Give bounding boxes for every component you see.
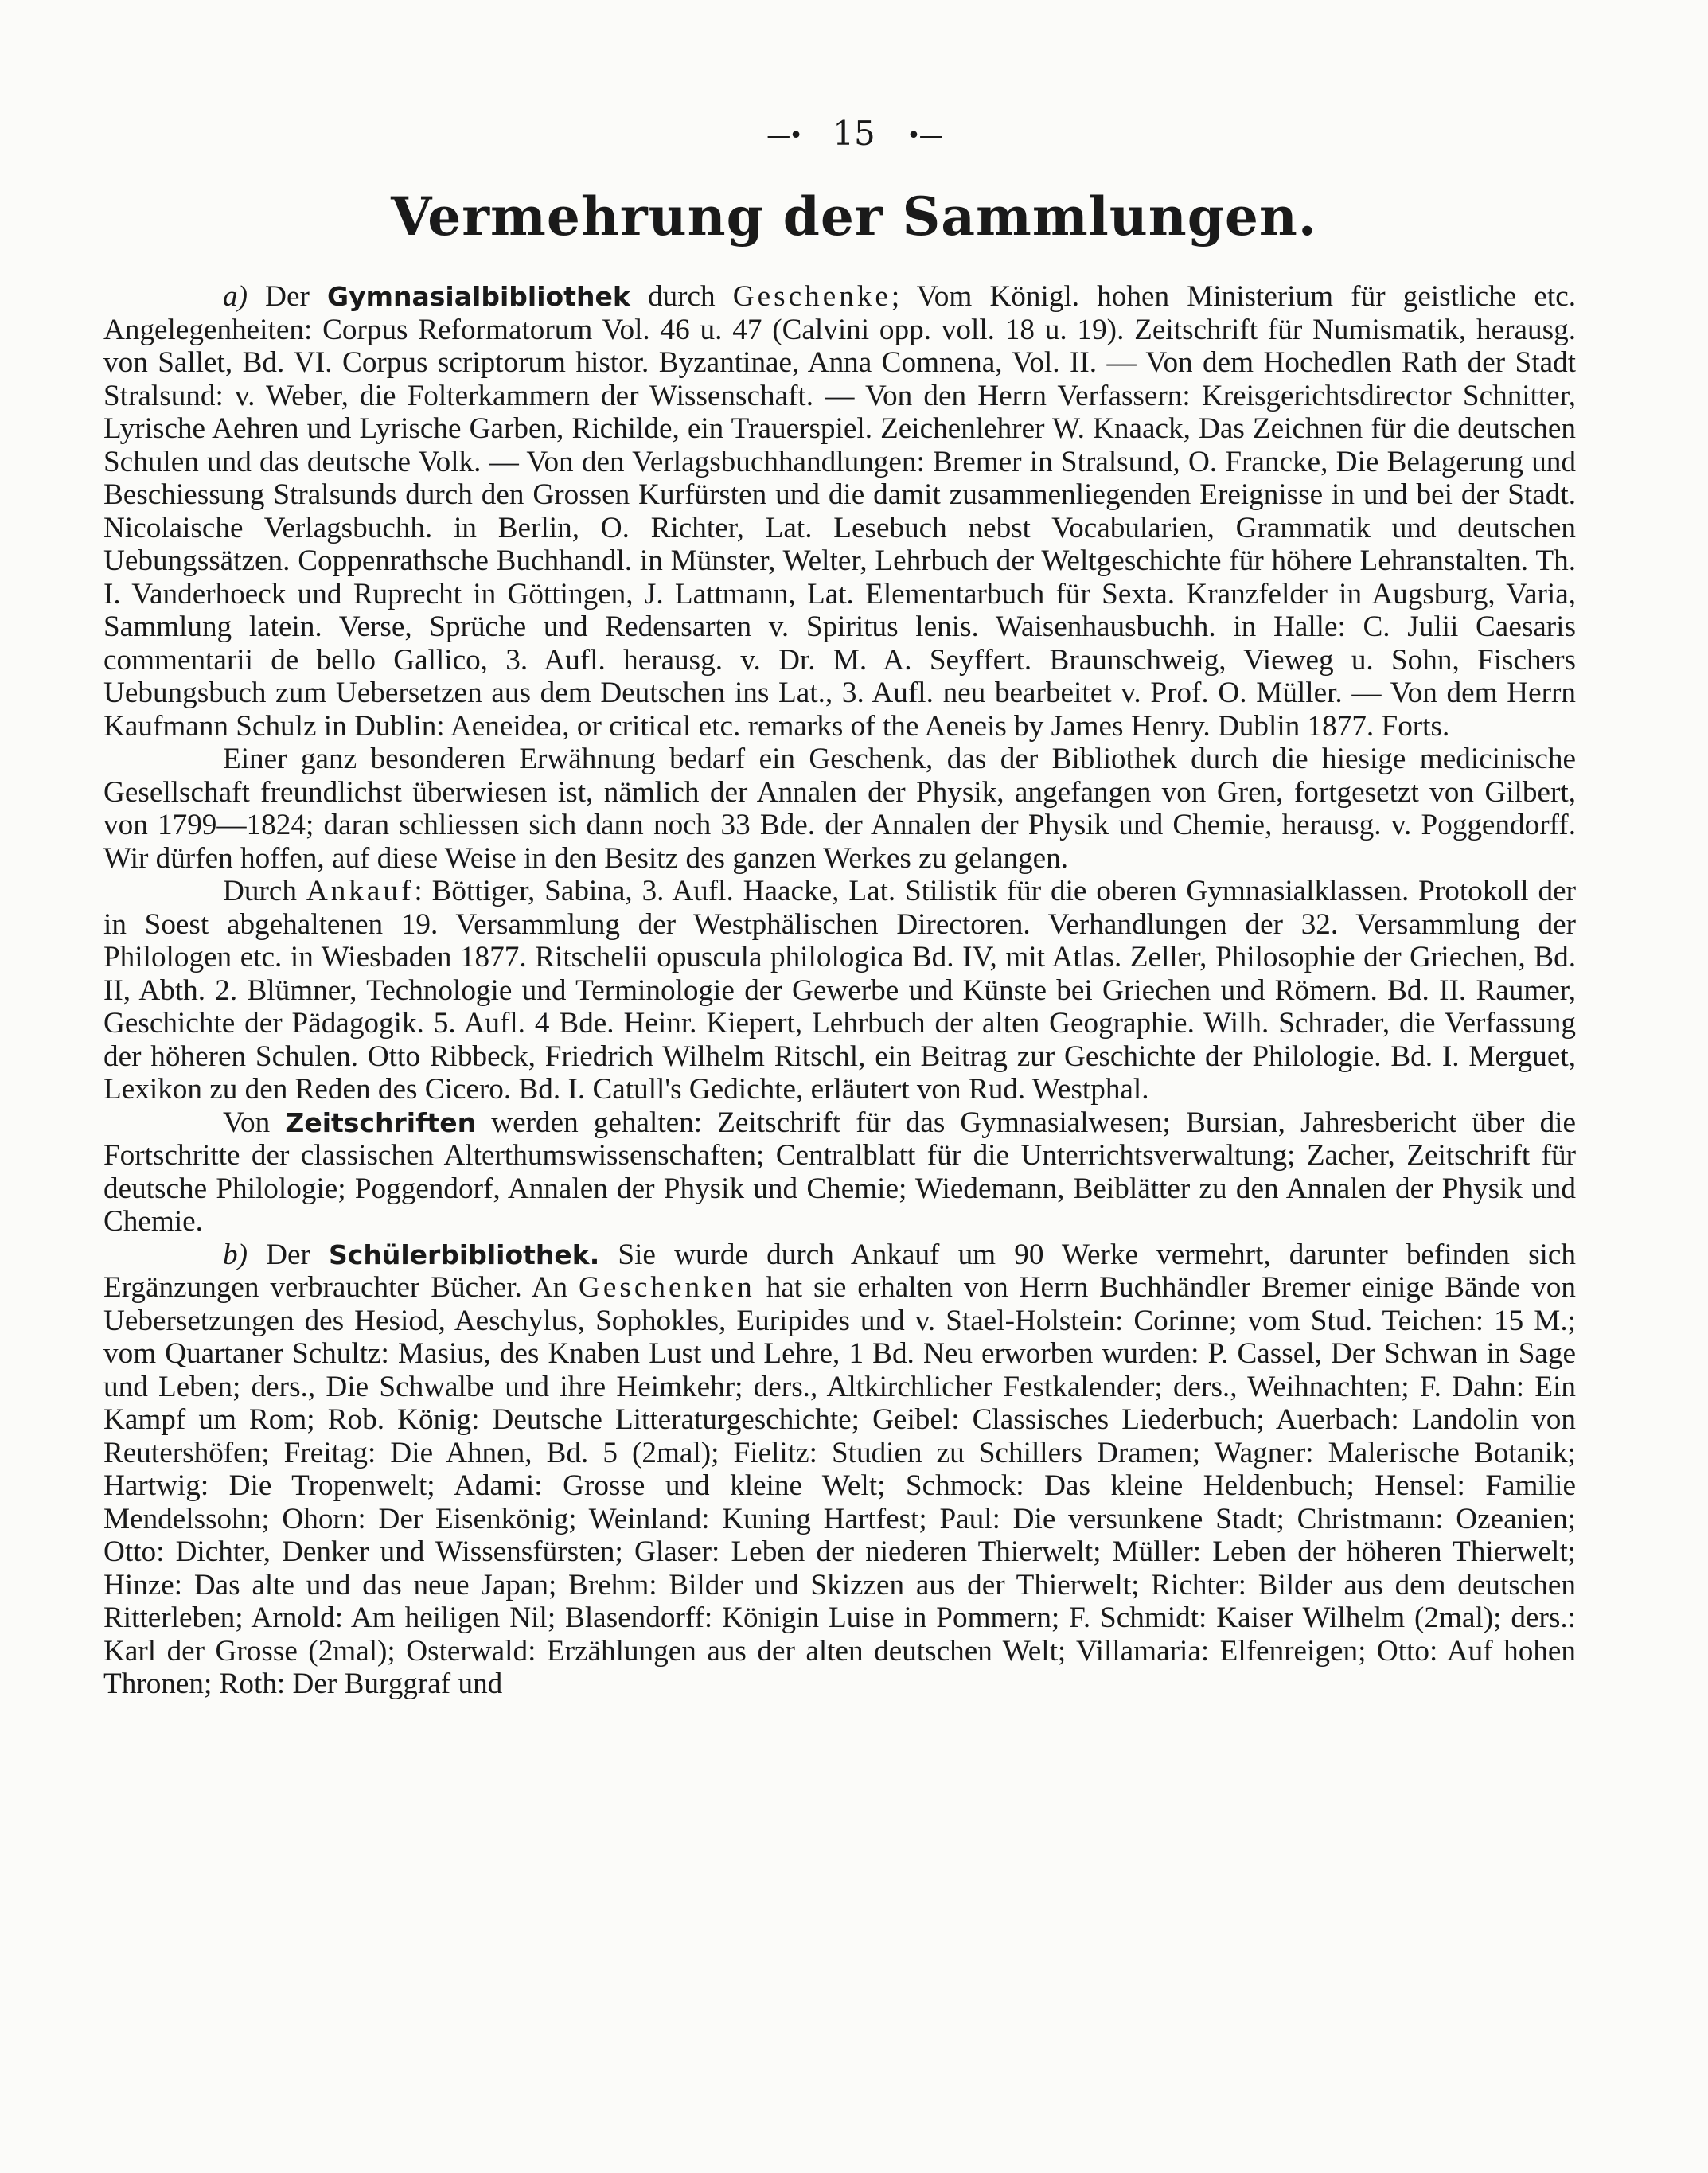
paragraph-lead: Der [266, 1238, 310, 1271]
paragraph-gymnasialbibliothek [103, 280, 1576, 743]
paragraph-text: Sie wurde durch Ankauf um 90 Werke vermehrt, darunter befinden sich Ergänzungen verbrauchter Bücher. An [103, 1238, 1576, 1304]
spaced-term: Geschenken [579, 1271, 755, 1304]
emphasized-heading: Zeitschriften [285, 1106, 477, 1138]
paragraph-text: durch [647, 280, 716, 313]
paragraph-lead: Der [265, 280, 310, 313]
body-text [103, 280, 1576, 1701]
spaced-term: Geschenke [732, 280, 891, 313]
paragraph-text: : Böttiger, Sabina, 3. Aufl. Haacke, Lat. Stilistik für die oberen Gymnasialklassen. Protokoll der in Soest abgehaltenen 19. Versammlung der Westphälischen Directoren. Verhandlungen der 32. Versammlung der Philologen etc. in Wiesbaden 1877. Ritschelii opuscula philologica Bd. IV, mit Atlas. Zeller, Philosophie der Griechen, Bd. II, Abth. 2. Blümner, Technologie und Terminologie der Gewerbe und Künste bei Griechen und Römern. Bd. II. Raumer, Geschichte der Pädagogik. 5. Aufl. 4 Bde. Heinr. Kiepert, Lehrbuch der alten Geographie. Wilh. Schrader, die Verfassung der höheren Schulen. Otto Ribbeck, Friedrich Wilhelm Ritschl, ein Beitrag zur Geschichte der Philologie. Bd. I. Merguet, Lexikon zu den Reden des Cicero. Bd. I. Catull's Gedichte, erläutert von Rud. Westphal. [103, 875, 1576, 1106]
spaced-term: Ankauf [306, 875, 415, 907]
paragraph-ankauf [103, 875, 1576, 1106]
emphasized-heading: Gymnasialbibliothek [327, 281, 630, 312]
section-title: Vermehrung der Sammlungen. [391, 185, 1317, 248]
paragraph-text: Einer ganz besonderen Erwähnung bedarf ein Geschenk, das der Bibliothek durch die hiesige medicinische Gesellschaft freundlichst überwiesen ist, nämlich der Annalen der Physik, angefangen von Gren, fortgesetzt von Gilbert, von 1799—1824; daran schliessen sich dann noch 33 Bde. der Annalen der Physik und Chemie, herausg. v. Poggendorff. Wir dürfen hoffen, auf diese Weise in den Besitz des ganzen Werkes zu gelangen. [103, 743, 1576, 875]
paragraph-zeitschriften [103, 1106, 1576, 1239]
paragraph-geschenk [103, 743, 1576, 875]
paragraph-text: hat sie erhalten von Herrn Buchhändler Bremer einige Bände von Uebersetzungen des Hesiod, Aeschylus, Sophokles, Euripides und v. Stael-Holstein: Corinne; vom Stud. Teichen: 15 M.; vom Quartaner Schultz: Masius, des Knaben Lust und Lehre, 1 Bd. Neu erworben wurden: P. Cassel, Der Schwan in Sage und Leben; ders., Die Schwalbe und ihre Heimkehr; ders., Altkirchlicher Festkalender; ders., Weihnachten; F. Dahn: Ein Kampf um Rom; Rob. König: Deutsche Litteraturgeschichte; Geibel: Classisches Liederbuch; Auerbach: Landolin von Reutershöfen; Freitag: Die Ahnen, Bd. 5 (2mal); Fielitz: Studien zu Schillers Dramen; Wagner: Malerische Botanik; Hartwig: Die Tropenwelt; Adami: Grosse und kleine Welt; Schmock: Das kleine Heldenbuch; Hensel: Familie Mendelssohn; Ohorn: Der Eisenkönig; Weinland: Kuning Hartfest; Paul: Die versunkene Stadt; Christmann: Ozeanien; Otto: Dichter, Denker und Wissensfürsten; Glaser: Leben der niederen Thierwelt; Müller: Leben der höheren Thierwelt; Hinze: Das alte und das neue Japan; Brehm: Bilder und Skizzen aus der Thierwelt; Richter: Bilder aus dem deutschen Ritterleben; Arnold: Am heiligen Nil; Blasendorff: Königin Luise in Pommern; F. Schmidt: Kaiser Wilhelm (2mal); ders.: Karl der Grosse (2mal); Osterwald: Erzählungen aus der alten deutschen Welt; Villamaria: Elfenreigen; Otto: Auf hohen Thronen; Roth: Der Burggraf und [103, 1271, 1576, 1700]
right-ornament: •— [907, 122, 942, 150]
paragraph-text: werden gehalten: Zeitschrift für das Gymnasialwesen; Bursian, Jahresbericht über die Fortschritte der classischen Alterthumswissenschaften; Centralblatt für die Unterrichtsverwaltung; Zacher, Zeitschrift für deutsche Philologie; Poggendorf, Annalen der Physik und Chemie; Wiedemann, Beiblätter zu den Annalen der Physik und Chemie. [103, 1106, 1577, 1238]
left-ornament: —• [766, 122, 801, 150]
paragraph-lead: Von [223, 1106, 271, 1139]
paragraph-lead: Durch [223, 875, 297, 907]
page-number: 15 [833, 114, 875, 153]
emphasized-heading: Schülerbibliothek. [329, 1239, 600, 1270]
section-label: b) [223, 1238, 248, 1271]
section-label: a) [223, 280, 248, 313]
paragraph-text: ; Vom Königl. hohen Ministerium für geistliche etc. Angelegenheiten: Corpus Reformatorum Vol. 46 u. 47 (Calvini opp. voll. 18 u. 19). Zeitschrift für Numismatik, herausg. von Sallet, Bd. VI. Corpus scriptorum histor. Byzantinae, Anna Comnena, Vol. II. — Von dem Hochedlen Rath der Stadt Stralsund: v. Weber, die Folterkammern der Wissenschaft. — Von den Herrn Verfassern: Kreisgerichtsdirector Schnitter, Lyrische Aehren und Lyrische Garben, Richilde, ein Trauerspiel. Zeichenlehrer W. Knaack, Das Zeichnen für die deutschen Schulen und das deutsche Volk. — Von den Verlagsbuchhandlungen: Bremer in Stralsund, O. Francke, Die Belagerung und Beschiessung Stralsunds durch den Grossen Kurfürsten und die damit zusammenliegenden Ereignisse in und bei der Stadt. Nicolaische Verlagsbuchh. in Berlin, O. Richter, Lat. Lesebuch nebst Vocabularien, Grammatik und deutschen Uebungssätzen. Coppenrathsche Buchhandl. in Münster, Welter, Lehrbuch der Weltgeschichte für höhere Lehranstalten. Th. I. Vanderhoeck und Ruprecht in Göttingen, J. Lattmann, Lat. Elementarbuch für Sexta. Kranzfelder in Augsburg, Varia, Sammlung latein. Verse, Sprüche und Redensarten v. Spiritus lenis. Waisenhausbuchh. in Halle: C. Julii Caesaris commentarii de bello Gallico, 3. Aufl. herausg. v. Dr. M. A. Seyffert. Braunschweig, Vieweg u. Sohn, Fischers Uebungsbuch zum Uebersetzen aus dem Deutschen ins Lat., 3. Aufl. neu bearbeitet v. Prof. O. Müller. — Von dem Herrn Kaufmann Schulz in Dublin: Aeneidea, or critical etc. remarks of the Aeneis by James Henry. Dublin 1877. Forts. [103, 280, 1577, 743]
paragraph-schuelerbibliothek [103, 1239, 1576, 1701]
page-header [0, 111, 1708, 158]
